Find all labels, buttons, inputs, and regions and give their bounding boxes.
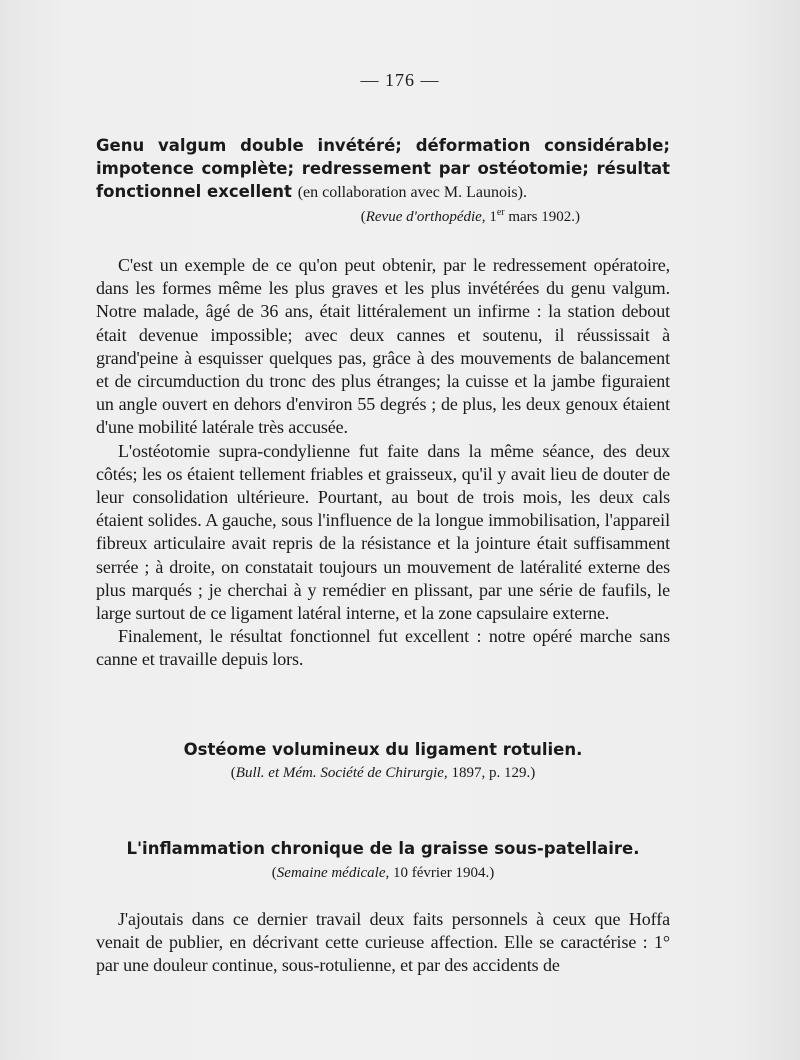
ref-open: ( bbox=[271, 865, 277, 881]
article-title-bold: Genu valgum double invétéré; déformation considérable; impotence complète; redressement par ostéotomie; résultat fonctionnel excellent bbox=[96, 136, 670, 201]
article-title-collaboration: (en collaboration avec M. Launois). bbox=[297, 184, 527, 201]
article-body bbox=[96, 908, 670, 978]
ref-day: 1 bbox=[489, 209, 497, 225]
ref-journal: Bull. et Mém. Société de Chirurgie, bbox=[235, 765, 448, 781]
article-title bbox=[96, 134, 670, 204]
ref-date: 1897, p. 129.) bbox=[451, 765, 536, 781]
article-osteome bbox=[96, 738, 670, 783]
article-body bbox=[96, 254, 670, 672]
paragraph: J'ajoutais dans ce dernier travail deux faits personnels à ceux que Hoffa venait de publier, en décrivant cette curieuse affection. Elle se caractérise : 1° par une douleur continue, sous-rotulienne, et par des accidents de bbox=[96, 909, 670, 976]
article-reference bbox=[96, 763, 670, 783]
ref-open: ( bbox=[360, 209, 366, 225]
ref-journal: Semaine médicale, bbox=[276, 865, 390, 881]
ref-day-sup: er bbox=[496, 207, 505, 218]
paragraph: L'ostéotomie supra-condylienne fut faite dans la même séance, des deux côtés; les os étaient tellement friables et graisseux, qu'il y avait lieu de douter de leur consolidation ultérieure. Pourtant, au bout de trois mois, les deux cals étaient solides. A gauche, sous l'influence de la longue immobilisation, l'appareil fibreux articulaire avait repris de la résistance et la jointure était suffisamment serrée ; à droite, on constatait toujours un mouvement de latéralité externe des plus marqués ; je cherchai à y remédier en plissant, par une série de faufils, le large surtout de ce ligament latéral interne, et la zone capsulaire externe. bbox=[96, 440, 670, 624]
article-title: L'inflammation chronique de la graisse sous-patellaire. bbox=[126, 839, 640, 858]
ref-journal: Revue d'orthopédie, bbox=[365, 209, 486, 225]
page-number: — 176 — bbox=[360, 70, 440, 90]
article-inflammation bbox=[96, 837, 670, 883]
paragraph: Finalement, le résultat fonctionnel fut excellent : notre opéré marche sans canne et travaille depuis lors. bbox=[96, 626, 670, 670]
article-reference bbox=[96, 863, 670, 883]
article-title: Ostéome volumineux du ligament rotulien. bbox=[183, 740, 583, 759]
article-genu-valgum bbox=[96, 134, 670, 227]
ref-date: mars 1902.) bbox=[508, 209, 580, 225]
ref-date: 10 février 1904.) bbox=[393, 865, 495, 881]
ref-open: ( bbox=[230, 765, 236, 781]
paragraph: C'est un exemple de ce qu'on peut obtenir, par le redressement opératoire, dans les formes même les plus graves et les plus invétérées du genu valgum. Notre malade, âgé de 36 ans, était littéralement un infirme : la station debout était devenue impossible; avec deux cannes et soutenu, il réussissait à grand'peine à esquisser quelques pas, grâce à des mouvements de balancement et de circumduction du tronc des plus étranges; la cuisse et la jambe figuraient un angle ouvert en dehors d'environ 55 degrés ; de plus, les deux genoux étaient d'une mobilité latérale très accusée. bbox=[96, 255, 670, 438]
article-reference bbox=[96, 207, 670, 227]
